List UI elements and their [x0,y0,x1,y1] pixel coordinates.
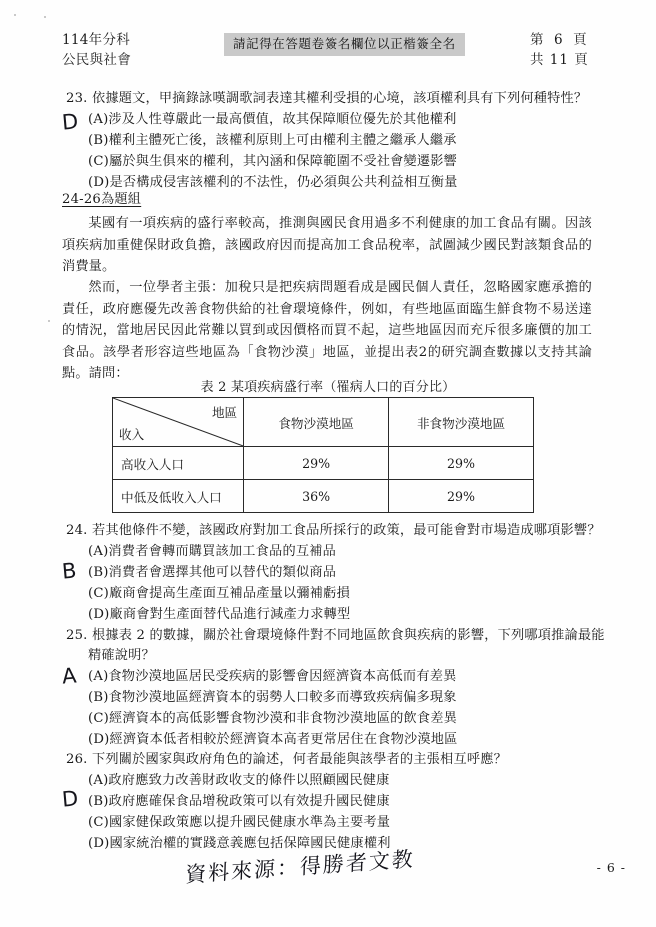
page-number: 6 [554,32,564,48]
page-footer-number: - 6 - [596,860,626,875]
question-26-option-c[interactable]: (C)國家健保政策應以提升國民健康水準為主要考量 [88,815,391,830]
exam-identity [62,30,131,70]
question-24-number: 24. [66,523,88,538]
table-column-header-1: 食物沙漠地區 [244,398,389,447]
table-cell-r1c2: 29% [389,447,534,480]
question-25-number: 25. [66,628,88,643]
table-caption: 表 2 某項疾病盛行率（罹病人口的百分比） [200,380,456,395]
table-row [113,447,534,480]
scan-speck [48,320,50,322]
passage-paragraph-1-text: 某國有一項疾病的盛行率較高，推測與國民食用過多不利健康的加工食品有關。因該項疾病加重健保財政負擔，該國政府因而提高加工食品稅率，試圖減少國民對該類食品的消費量。 [62,216,592,274]
question-25-handwritten-answer: A [60,663,78,689]
total-number: 11 [549,52,569,68]
question-24-option-a[interactable]: (A)消費者會轉而購買該加工食品的互補品 [88,544,336,559]
question-24-option-c[interactable]: (C)廠商會提高生產面互補品產量以彌補虧損 [88,586,350,601]
total-unit: 頁 [574,52,589,68]
question-25-option-b[interactable]: (B)食物沙漠地區經濟資本的弱勢人口較多而導致疾病偏多現象 [88,690,457,705]
current-page-line [530,30,589,50]
question-25-option-d[interactable]: (D)經濟資本低者相較於經濟資本高者更常居住在食物沙漠地區 [88,732,458,747]
question-25-stem-text-line-1: 根據表 2 的數據，關於社會環境條件對不同地區飲食與疾病的影響，下列哪項推論最能 [91,628,605,643]
table-header-row [113,398,534,447]
passage-paragraph-2-text: 然而，一位學者主張：加稅只是把疾病問題看成是國民個人責任，忽略國家應承擔的責任，政府應優先改善食物供給的社會環境條件，例如，有些地區面臨生鮮食物不易送達的情況，當地居民因此常難以買到或因價格而買不起，這些地區因而充斥很多廉價的加工食品。該學者形容這些地區為「食物沙漠」地區，並提出表2的研究調查數據以支持其論點。請問： [62,280,592,381]
question-25-stem-line-2: 精確說明？ [88,648,155,663]
question-24-handwritten-answer: B [60,558,78,584]
question-23-option-a[interactable]: (A)涉及人性尊嚴此一最高價值，故其保障順位優先於其他權利 [88,112,457,127]
table-cell-r2c2: 29% [389,480,534,513]
signature-notice-banner: 請記得在答題卷簽名欄位以正楷簽全名 [224,33,465,56]
table-column-header-2: 非食物沙漠地區 [389,398,534,447]
total-page-line [530,50,589,70]
question-23-stem-text: 依據題文，甲摘錄詠嘆調歌詞表達其權利受損的心境，該項權利具有下列何種特性？ [91,91,588,106]
question-26-option-b[interactable]: (B)政府應確保食品增稅政策可以有效提升國民健康 [88,794,390,809]
scan-speck [44,16,46,18]
table-corner-row-label: 收入 [119,427,145,442]
page-header [0,30,656,78]
table-row-label-1: 高收入人口 [113,447,244,480]
question-26-handwritten-answer: D [60,786,80,812]
question-25-option-c[interactable]: (C)經濟資本的高低影響食物沙漠和非食物沙漠地區的飲食差異 [88,711,458,726]
question-26-option-d[interactable]: (D)國家統治權的實踐意義應包括保障國民健康權利 [88,836,391,851]
page-label: 第 [530,32,545,48]
question-26-number: 26. [66,752,88,767]
question-26-stem-text: 下列關於國家與政府角色的論述，何者最能與該學者的主張相互呼應？ [91,752,507,767]
question-23-number: 23. [66,91,88,106]
question-25-stem-line-1 [66,626,605,645]
exam-year-line: 114年分科 [62,32,131,48]
question-23-handwritten-answer: D [60,109,80,135]
table-row [113,480,534,513]
question-group-heading: 24-26為題組 [62,192,142,207]
question-23-stem [66,89,587,108]
table-row-label-2: 中低及低收入人口 [113,480,244,513]
page-unit: 頁 [573,32,588,48]
question-23-option-b[interactable]: (B)權利主體死亡後，該權利原則上可由權利主體之繼承人繼承 [88,133,457,148]
question-24-stem-text: 若其他條件不變，該國政府對加工食品所採行的政策，最可能會對市場造成哪項影響？ [91,523,601,538]
table-corner-cell [113,398,244,447]
question-26-option-a[interactable]: (A)政府應致力改善財政收支的條件以照顧國民健康 [88,773,390,788]
passage-paragraph-2 [62,277,592,385]
question-24-option-d[interactable]: (D)廠商會對生產面替代品進行減產力求轉型 [88,607,351,622]
exam-subject-line: 公民與社會 [62,52,131,68]
question-23-option-c[interactable]: (C)屬於與生俱來的權利，其內涵和保障範圍不受社會變遷影響 [88,154,458,169]
question-24-option-b[interactable]: (B)消費者會選擇其他可以替代的類似商品 [88,565,337,580]
question-24-stem [66,521,601,540]
total-label: 共 [530,52,545,68]
question-25-option-a[interactable]: (A)食物沙漠地區居民受疾病的影響會因經濟資本高低而有差異 [88,669,457,684]
question-23-option-d[interactable]: (D)是否構成侵害該權利的不法性，仍必須與公共利益相互衡量 [88,175,458,190]
page-indicator [530,30,589,70]
table-cell-r2c1: 36% [244,480,389,513]
table-cell-r1c1: 29% [244,447,389,480]
handwritten-source-note: 資料來源：得勝者文教 [184,846,416,888]
table-corner-column-label: 地區 [211,405,238,420]
disease-prevalence-table [112,397,534,513]
question-26-stem [66,750,507,769]
passage-paragraph-1 [62,213,592,278]
scan-speck [14,14,16,16]
